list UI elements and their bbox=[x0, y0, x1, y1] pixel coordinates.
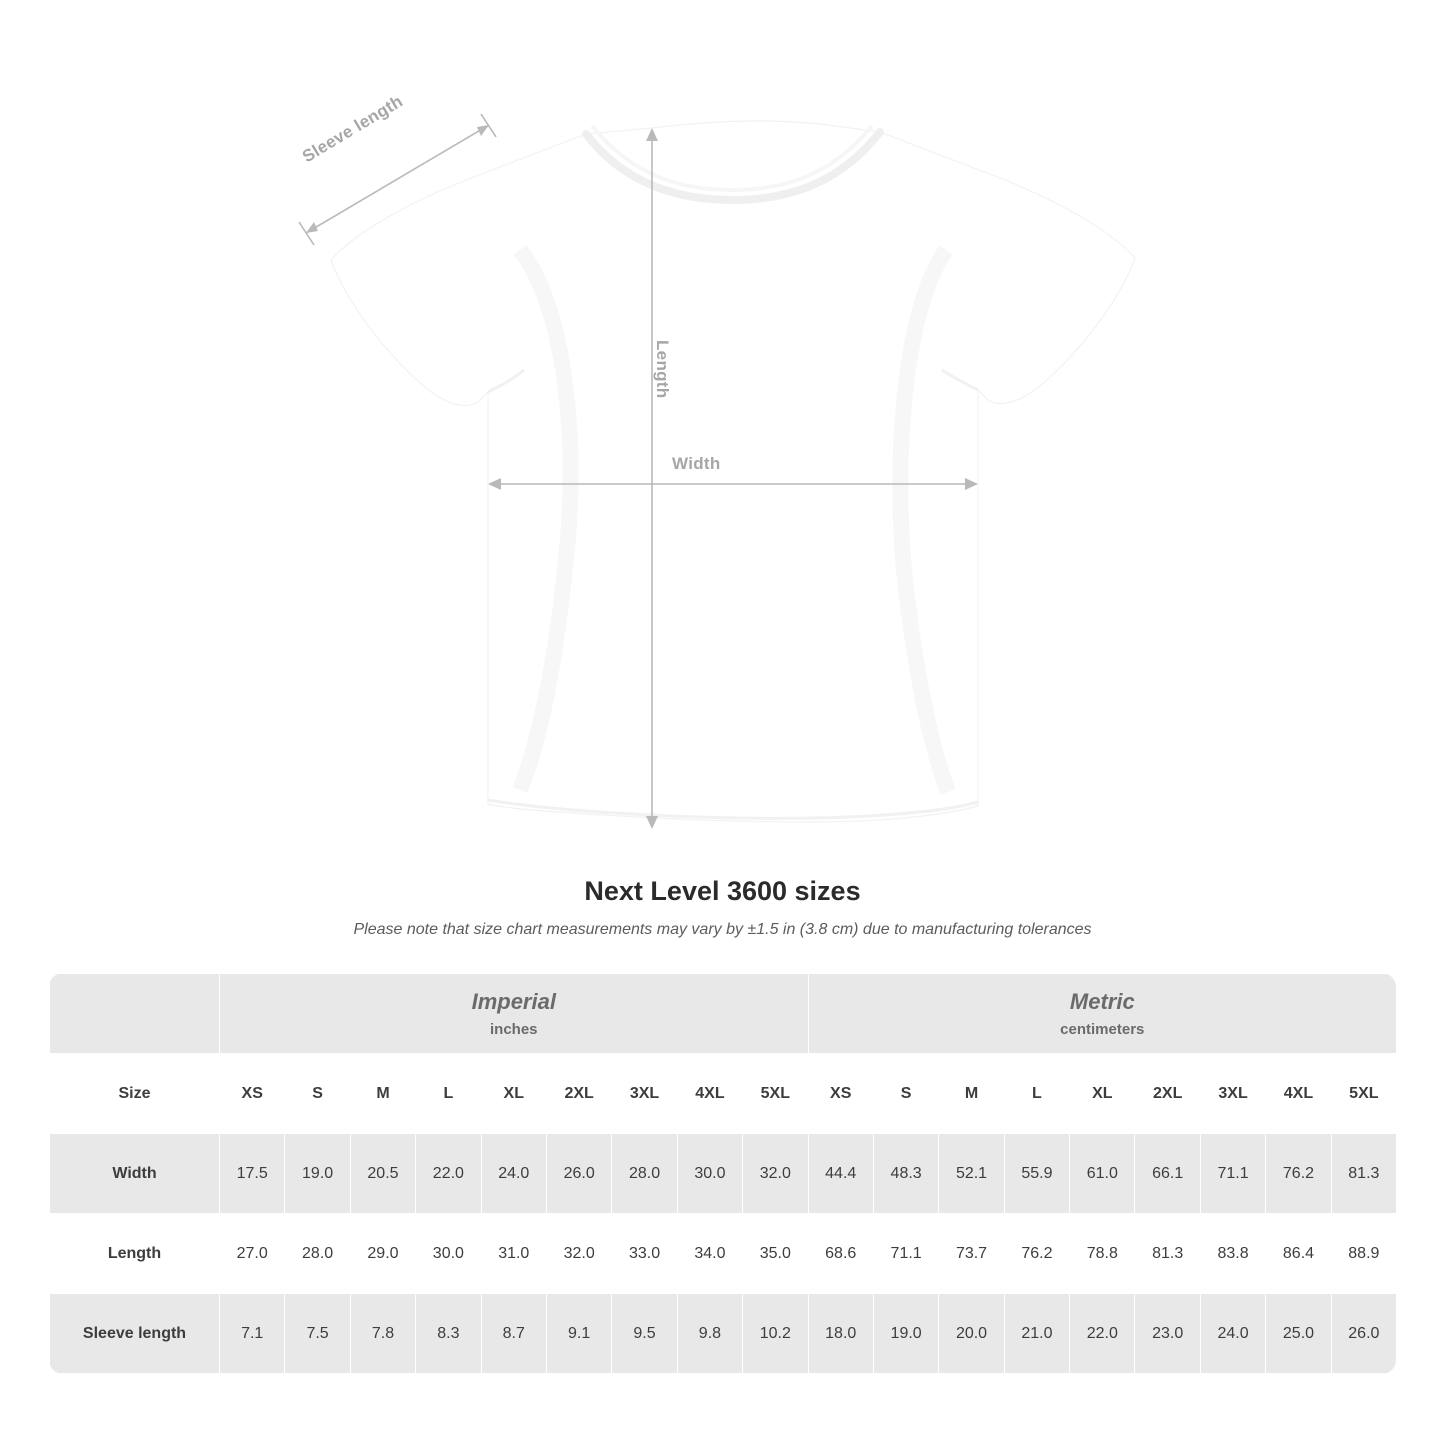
row-label-sleeve-length: Sleeve length bbox=[50, 1294, 220, 1374]
table-cell: 78.8 bbox=[1070, 1214, 1135, 1294]
size-header-cell: M bbox=[939, 1054, 1004, 1134]
table-cell: 9.8 bbox=[677, 1294, 742, 1374]
table-cell: 44.4 bbox=[808, 1134, 873, 1214]
table-cell: 71.1 bbox=[873, 1214, 938, 1294]
size-header-cell: L bbox=[1004, 1054, 1069, 1134]
table-cell: 9.1 bbox=[546, 1294, 611, 1374]
table-cell: 22.0 bbox=[416, 1134, 481, 1214]
unit-group-imperial bbox=[220, 974, 809, 1054]
table-cell: 18.0 bbox=[808, 1294, 873, 1374]
size-header-cell: S bbox=[285, 1054, 350, 1134]
size-table-wrapper bbox=[49, 973, 1396, 1374]
table-cell: 19.0 bbox=[285, 1134, 350, 1214]
table-cell: 27.0 bbox=[220, 1214, 285, 1294]
size-header-cell: 2XL bbox=[546, 1054, 611, 1134]
row-label-length: Length bbox=[50, 1214, 220, 1294]
table-cell: 28.0 bbox=[285, 1214, 350, 1294]
unit-group-metric-name: Metric bbox=[1069, 988, 1135, 1014]
row-label-width: Width bbox=[50, 1134, 220, 1214]
table-cell: 86.4 bbox=[1266, 1214, 1331, 1294]
table-cell: 71.1 bbox=[1200, 1134, 1265, 1214]
table-cell: 66.1 bbox=[1135, 1134, 1200, 1214]
table-row bbox=[50, 1214, 1397, 1294]
table-corner bbox=[50, 974, 220, 1054]
size-table bbox=[49, 973, 1396, 1374]
table-cell: 76.2 bbox=[1266, 1134, 1331, 1214]
table-cell: 32.0 bbox=[546, 1214, 611, 1294]
table-cell: 26.0 bbox=[546, 1134, 611, 1214]
table-cell: 81.3 bbox=[1135, 1214, 1200, 1294]
size-row-label: Size bbox=[50, 1054, 220, 1134]
table-cell: 55.9 bbox=[1004, 1134, 1069, 1214]
size-header-cell: 3XL bbox=[1200, 1054, 1265, 1134]
table-cell: 24.0 bbox=[1200, 1294, 1265, 1374]
size-header-cell: 2XL bbox=[1135, 1054, 1200, 1134]
table-cell: 26.0 bbox=[1331, 1294, 1396, 1374]
size-header-cell: S bbox=[873, 1054, 938, 1134]
table-cell: 83.8 bbox=[1200, 1214, 1265, 1294]
size-header-cell: L bbox=[416, 1054, 481, 1134]
table-cell: 10.2 bbox=[743, 1294, 808, 1374]
size-header-row bbox=[50, 1054, 1397, 1134]
table-cell: 81.3 bbox=[1331, 1134, 1396, 1214]
table-cell: 28.0 bbox=[612, 1134, 677, 1214]
table-cell: 25.0 bbox=[1266, 1294, 1331, 1374]
table-cell: 9.5 bbox=[612, 1294, 677, 1374]
size-header-cell: 4XL bbox=[677, 1054, 742, 1134]
tolerance-note: Please note that size chart measurements may vary by ±1.5 in (3.8 cm) due to manufacturing tolerances bbox=[353, 921, 1092, 938]
table-cell: 76.2 bbox=[1004, 1214, 1069, 1294]
table-cell: 34.0 bbox=[677, 1214, 742, 1294]
table-cell: 20.5 bbox=[350, 1134, 415, 1214]
table-cell: 7.1 bbox=[220, 1294, 285, 1374]
table-cell: 7.8 bbox=[350, 1294, 415, 1374]
table-cell: 8.7 bbox=[481, 1294, 546, 1374]
length-label: Length bbox=[653, 340, 672, 399]
table-cell: 20.0 bbox=[939, 1294, 1004, 1374]
table-cell: 52.1 bbox=[939, 1134, 1004, 1214]
unit-header-row bbox=[50, 974, 1397, 1054]
table-row bbox=[50, 1294, 1397, 1374]
unit-group-metric-sub: centimeters bbox=[1060, 1021, 1145, 1039]
table-cell: 17.5 bbox=[220, 1134, 285, 1214]
table-cell: 24.0 bbox=[481, 1134, 546, 1214]
size-header-cell: XS bbox=[220, 1054, 285, 1134]
table-cell: 30.0 bbox=[677, 1134, 742, 1214]
table-cell: 33.0 bbox=[612, 1214, 677, 1294]
size-header-cell: XL bbox=[481, 1054, 546, 1134]
table-cell: 8.3 bbox=[416, 1294, 481, 1374]
size-header-cell: 5XL bbox=[1331, 1054, 1396, 1134]
table-cell: 35.0 bbox=[743, 1214, 808, 1294]
table-cell: 32.0 bbox=[743, 1134, 808, 1214]
table-cell: 68.6 bbox=[808, 1214, 873, 1294]
size-header-cell: XS bbox=[808, 1054, 873, 1134]
sleeve-length-label: Sleeve length bbox=[299, 91, 407, 167]
unit-group-metric bbox=[808, 974, 1396, 1054]
table-cell: 29.0 bbox=[350, 1214, 415, 1294]
size-header-cell: M bbox=[350, 1054, 415, 1134]
width-label: Width bbox=[672, 454, 721, 473]
unit-group-imperial-sub: inches bbox=[490, 1021, 538, 1039]
table-cell: 61.0 bbox=[1070, 1134, 1135, 1214]
size-header-cell: XL bbox=[1070, 1054, 1135, 1134]
table-cell: 22.0 bbox=[1070, 1294, 1135, 1374]
size-header-cell: 4XL bbox=[1266, 1054, 1331, 1134]
page-title: Next Level 3600 sizes bbox=[584, 876, 861, 906]
size-header-cell: 3XL bbox=[612, 1054, 677, 1134]
title-block bbox=[0, 876, 1445, 939]
unit-group-imperial-name: Imperial bbox=[471, 988, 556, 1014]
table-cell: 19.0 bbox=[873, 1294, 938, 1374]
table-row bbox=[50, 1134, 1397, 1214]
table-cell: 7.5 bbox=[285, 1294, 350, 1374]
size-header-cell: 5XL bbox=[743, 1054, 808, 1134]
table-cell: 48.3 bbox=[873, 1134, 938, 1214]
tshirt-shape bbox=[331, 121, 1135, 822]
table-cell: 31.0 bbox=[481, 1214, 546, 1294]
table-cell: 88.9 bbox=[1331, 1214, 1396, 1294]
table-cell: 21.0 bbox=[1004, 1294, 1069, 1374]
table-cell: 30.0 bbox=[416, 1214, 481, 1294]
table-cell: 73.7 bbox=[939, 1214, 1004, 1294]
table-cell: 23.0 bbox=[1135, 1294, 1200, 1374]
